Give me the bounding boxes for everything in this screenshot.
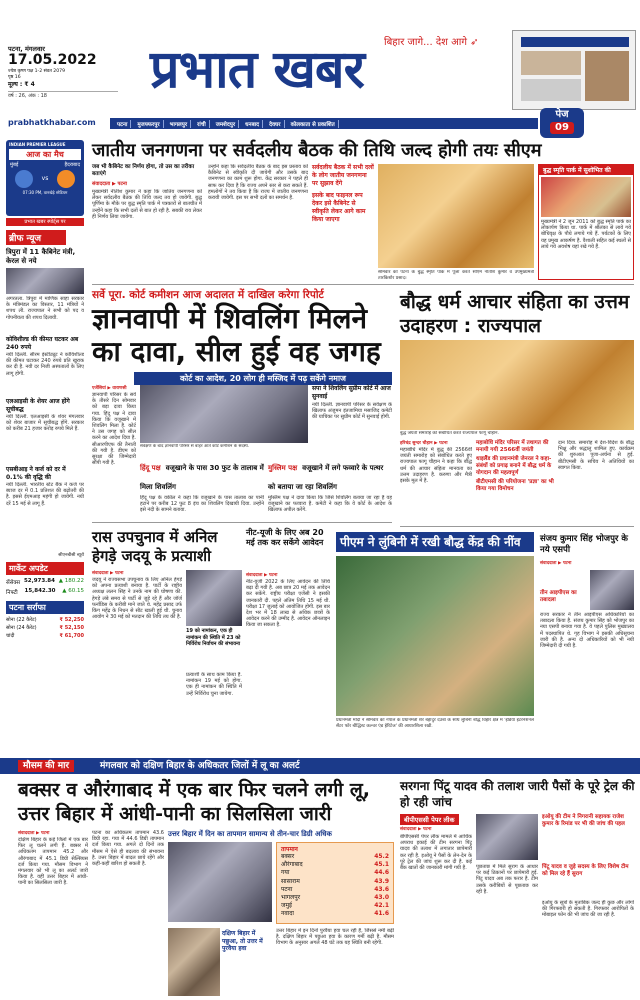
nav-item[interactable]: धनबाद <box>242 120 263 128</box>
weather-subhead: उत्तर बिहार में दिन का तापमान सामान्य से तीन-चार डिग्री अधिक <box>168 830 332 838</box>
breaking-title: ब्रीफ न्यूज <box>6 230 66 245</box>
muslim-text: वजूखाने में लगे फव्वारे के पत्थर को बताया जा रहा शिवलिंग <box>268 464 384 491</box>
highlight1: सर्वदलीय बैठक में सभी दलों के लोग जातीय जनगणना पर सुझाव देंगे <box>312 164 374 187</box>
story4-text: नयी दिल्ली. भारतीय स्टेट बैंक ने कर्ज पर ब्याज दर में 0.1 प्रतिशत की बढ़ोतरी की है. इससे ईएमआइ महंगी हो जायेगी. नयी दरें 15 मई से लागू हैं. <box>6 482 84 507</box>
pm-caption: प्रधानमंत्री मोदी ने सोमवार को नेपाल के प्रधानमंत्री शेर बहादुर देउबा के साथ लुंबिनी बौद्ध विहार क्षेत्र में 'इंडिया इंटरनेशनल सेंटर फॉर बौद्धिस्ट कल्चर एंड हेरिटेज' की आधारशिला रखी. <box>336 718 534 730</box>
gyanvapi-side <box>312 385 392 454</box>
budh-box-text: मुख्यमंत्री ने 2 जून 2011 को बुद्ध स्मृति पार्क का लोकार्पण किया था. पार्क में श्रीलंका से लाये गये बोधिवृक्ष के पौधे लगाये गये हैं. पर्यटकों के लिए यह प्रमुख आकर्षण है. वैशाली सहित कई स्थलों से लाये गये अवशेष यहां रखे गये हैं. <box>541 219 631 250</box>
gyanvapi-text-col1: ज्ञानवापी परिसर के सर्वे के तीसरे दिन सोमवार को बड़ा दावा किया गया. हिंदू पक्ष ने दावा किया कि वजूखाने में शिवलिंग मिला है. कोर्ट ने उस जगह को सील करने का आदेश दिया है. सीआरपीएफ की तैनाती की गयी है. डीएम को सुरक्षा की जिम्मेदारी सौंपी गयी है. <box>92 392 136 467</box>
weather-text-col2: पटना का अधिकतम तापमान 43.6 डिग्री रहा. गया में 44.6 डिग्री तापमान दर्ज किया गया. अगले दो दिनों तक मौसम में ऐसे ही बदलाव की संभावना है. उत्तर बिहार में बादल छाये रहेंगे और कहीं-कहीं बारिश हो सकती है. <box>92 830 164 868</box>
divider-3 <box>400 526 634 527</box>
neet-byline: संवाददाता ▶ पटना <box>246 573 278 578</box>
budh-bullet1: महाबोधि मंदिर परिसर में तथागत की मनायी गयी 2566वीं जयंती <box>476 440 549 453</box>
temp-row <box>281 869 389 877</box>
nifty-row <box>6 588 84 596</box>
gold1-label: सोना (22 कैरेट) <box>6 617 37 623</box>
gyanvapi-side-text: नयी दिल्ली. ज्ञानवापी परिसर के सर्वेक्षण के खिलाफ अंजुमन इंतजामिया मसाजिद कमेटी की याचिका पर सुप्रीम कोर्ट में सुनवाई होगी. <box>312 402 392 421</box>
match-time: 07:30 PM, वानखेड़े स्टेडियम <box>22 190 68 195</box>
gold1-val: ₹ 52,250 <box>59 617 84 623</box>
silver-label: चांदी <box>6 633 15 639</box>
gyanvapi-banner: कोर्ट का आदेश, 20 लोग ही मस्जिद में पढ़ सकेंगे नमाज <box>134 372 392 385</box>
story3-head: एलआइसी के शेयर आज होंगे सूचीबद्ध <box>6 398 70 413</box>
sanjay-text: राज्य सरकार ने तीन आइपीएस अधिकारियों का तबादला किया है. संजय कुमार सिंह को भोजपुर का नया एसपी बनाया गया है. वे पहले पुलिस मुख्यालय में पदस्थापित थे. गृह विभाग ने इसकी अधिसूचना जारी की है. अन्य दो अधिकारियों को भी नयी जिम्मेदारी दी गयी है. <box>540 612 634 650</box>
tagline-text: बिहार जागे... देश आगे <box>384 37 467 48</box>
muslim-tag: मुस्लिम पक्ष <box>268 464 298 472</box>
ras-headline: रास उपचुनाव में अनिल हेगड़े जदयू के प्रत्याशी <box>92 528 218 565</box>
silver-val: ₹ 61,700 <box>59 633 84 639</box>
weather-headline: बक्सर व औरंगाबाद में एक बार फिर चलने लगी लू, उत्तर बिहार में आंधी-पानी का सिलसिला जारी <box>18 779 370 825</box>
lead-headline: जातीय जनगणना पर सर्वदलीय बैठक की तिथि जल्द होगी तयः सीएम <box>92 140 542 161</box>
bird-icon: ➶ <box>470 37 479 48</box>
nifty-val: 15,842.30 <box>24 588 56 594</box>
edition: वर्ष : 26, अंक : 18 <box>8 91 118 99</box>
highlight2: इसके बाद फाइनल रूप देकर इसे कैबिनेट से स्वीकृति लेकर आगे काम किया जाएगा <box>312 192 366 223</box>
nav-item[interactable]: जमशेदपुर <box>213 120 239 128</box>
lead-bullet1: जब भी कैबिनेट का निर्णय होगा, तो उस का तरीका बताएंगे <box>92 164 195 177</box>
temp-value: 43.6 <box>374 885 389 893</box>
weather-kicker-row <box>0 758 640 774</box>
bullion-title: पटना सर्राफा <box>6 601 84 614</box>
temp-row <box>281 878 389 886</box>
market-title: मार्केट अपडेट <box>6 562 84 575</box>
temp-city: पटना <box>281 885 293 893</box>
temp-row <box>281 894 389 902</box>
page-badge-num: 09 <box>550 122 574 134</box>
pm-photo <box>336 556 534 716</box>
sargana-byline: संवाददाता ▶ पटना <box>400 827 432 832</box>
budh-byline: हरिचंद्र सुन्दर चौहान ▶ पटना <box>400 441 448 446</box>
weather-photo <box>168 842 272 922</box>
weather-kicker2: मंगलवार को दक्षिण बिहार के अधिकतर जिलों में लू का अलर्ट <box>100 761 300 771</box>
sargana-text-col2: पूछताछ में मिले सुराग के आधार पर कई ठिकानों पर छापेमारी हुई. पिंटू यादव अब तक फरार है. टीम उसके करीबियों से पूछताछ कर रही है. <box>476 864 538 895</box>
pages: पृष्ठ 16 <box>8 75 21 80</box>
nav-item[interactable]: रांची <box>194 120 210 128</box>
south-caption: दक्षिण बिहार में पछुआ, तो उत्तर में पुरवैया हवा <box>222 930 263 952</box>
story1-text: अगरतला. त्रिपुरा में माणिक साहा सरकार के मंत्रिमंडल का विस्तार, 11 मंत्रियों ने शपथ ली. राज्यपाल ने सभी को पद व गोपनीयता की शपथ दिलायी. <box>6 296 84 321</box>
story4-source: सीएनबीसी ब्यूरो <box>58 553 84 558</box>
nav-item[interactable]: मुजफ्फरपुर <box>134 120 163 128</box>
match-title: आज का मैच <box>9 149 81 160</box>
temp-table <box>276 842 394 924</box>
gold2-row <box>6 625 84 631</box>
masthead-meta <box>8 44 118 99</box>
masthead-title: प्रभात खबर <box>150 39 364 100</box>
sensex-val: 52,973.84 <box>23 578 55 584</box>
temp-value: 45.1 <box>374 861 389 869</box>
team1: मुंबई <box>10 162 19 168</box>
hindu-text: वजूखाने के पास 30 फुट के तालाब में मिला शिवलिंग <box>140 464 264 491</box>
sensex-chg: ▲ 180.22 <box>58 578 84 584</box>
lead-byline: संवाददाता ▶ पटना <box>92 181 127 187</box>
sargana-bullet2: पिंटू यादव व जुड़े सदस्य के लिए विशेष टीम को मिल रहे हैं सुराग <box>542 864 629 877</box>
gyanvapi-photo-caption: सर्वेक्षण के बाद ज्ञानवापी परिसर से बाहर आते कोर्ट कमीशन के सदस्य. <box>140 444 250 449</box>
temp-value: 43.9 <box>374 877 389 885</box>
muslim-body: मुस्लिम पक्ष ने दावा किया कि जिसे शिवलिंग बताया जा रहा है वह वजूखाने का फव्वारा है. कमेटी ने कहा कि वे कोर्ट के आदेश के खिलाफ अपील करेंगे. <box>268 495 392 514</box>
gyanvapi-photo <box>140 385 308 443</box>
nifty-label: निफ्टी <box>6 590 18 596</box>
sargana-text-col1: बीपीएससी पेपर लीक मामले में आर्थिक अपराध इकाई की टीम सरगना पिंटू यादव की तलाश में लगातार छापेमारी कर रही है. इओयू ने पैसों के लेन-देन के पूरे ट्रेल की जांच शुरू कर दी है. कई बैंक खातों की जानकारी मांगी गयी है. <box>400 834 472 872</box>
sanjay-photo <box>590 570 634 610</box>
weather-text-col3: उत्तर बिहार में इन दिनों पुरवैया हवा चल रही है, जिससे नमी बढ़ी है. दक्षिण बिहार में पछुआ हवा के कारण गर्मी बढ़ी है. मौसम विभाग के अनुसार अगले 48 घंटे तक यह स्थिति बनी रहेगी. <box>276 928 394 947</box>
divider-2 <box>92 522 392 523</box>
budh-bullets <box>476 440 554 493</box>
page-badge-label: पेज <box>555 109 569 120</box>
neet-headline: नीट-यूजी के लिए अब 20 मई तक कर सकेंगे आवेदन <box>246 528 324 547</box>
date: 17.05.2022 <box>8 52 97 68</box>
gold2-val: ₹ 52,150 <box>59 625 84 631</box>
ras-text: जदयू ने राज्यसभा उपचुनाव के लिए अनिल हेगड़े को अपना प्रत्याशी बनाया है. पार्टी के राष्ट्रीय अध्यक्ष ललन सिंह ने उनके नाम की घोषणा की. हेगड़े लंबे समय से पार्टी से जुड़े रहे हैं और जॉर्ज फर्नांडिस के करीबी माने जाते थे. महेंद्र प्रसाद उर्फ किंग महेंद्र के निधन से सीट खाली हुई थी. चुनाव आयोग ने 30 मई को मतदान की तिथि तय की है. <box>92 577 182 621</box>
ras-text2: प्रत्याशी के साथ काम किया है. नामांकन 19 मई को होगा. एक ही नामांकन की स्थिति में उन्हें निर्विरोध चुना जायेगा. <box>186 672 242 697</box>
temp-city: बक्सर <box>281 853 295 860</box>
divider-1 <box>92 284 634 285</box>
temp-city: जमुई <box>281 902 292 910</box>
gyanvapi-side-head: सपा ने शिवलिंग सुप्रीम कोर्ट में आज सुनवाई <box>312 385 391 400</box>
vs-icon: vs <box>41 175 49 182</box>
temp-row <box>281 853 389 861</box>
sanjay-headline: संजय कुमार सिंह भोजपुर के नये एसपी <box>540 534 628 555</box>
lead-text-col1: मुख्यमंत्री नीतीश कुमार ने कहा कि जातिय जनगणना को लेकर सर्वदलीय बैठक की तिथि जल्द तय हो जायेगी. बुद्ध पूर्णिमा के मौके पर बुद्ध स्मृति पार्क में पत्रकारों से बातचीत में उन्होंने कहा कि सभी दलों से बात हो रही है. सबकी राय लेकर ही निर्णय लिया जायेगा. <box>92 189 202 220</box>
nifty-chg: ▲ 60.15 <box>62 588 84 594</box>
budh-box-title: बुद्ध स्मृति पार्क में सुशोभित की <box>539 165 633 175</box>
gyanvapi-byline: एजेंसियां ▶ वाराणसी <box>92 386 127 391</box>
temp-city: गया <box>281 869 290 877</box>
lead-bullet <box>92 164 202 269</box>
temp-row <box>281 910 389 918</box>
weather-kicker: मौसम की मार <box>18 760 74 772</box>
sargana-headline: सरगना पिंटू यादव की तलाश जारी पैसों के पूरे ट्रेल की हो रही जांच <box>400 779 635 809</box>
story3-text: नयी दिल्ली. एलआइसी के शेयर मंगलवार को शेयर बाजार में सूचीबद्ध होंगे. सरकार को करीब 21 हजार करोड़ रुपये मिले हैं. <box>6 414 84 433</box>
temp-value: 41.6 <box>374 910 389 918</box>
ras-caption: 19 को नामांकन, एक ही नामांकन की स्थिति में 23 को निर्विरोध निर्वाचन की संभावना <box>186 628 241 647</box>
nav-item[interactable]: पटना <box>114 120 131 128</box>
temp-city: सासाराम <box>281 877 300 885</box>
weather-byline: संवाददाता ▶ पटना <box>18 831 50 836</box>
sanjay-bullet: तीन आइपीएस का तबादला <box>540 590 577 603</box>
team2: हैदराबाद <box>64 162 80 168</box>
weather-photo2 <box>168 928 220 996</box>
temp-value: 42.1 <box>374 902 389 910</box>
nav-item[interactable]: भागलपुर <box>167 120 192 128</box>
temp-rows <box>281 853 389 919</box>
lead-highlight-box <box>312 164 374 272</box>
price: मूल्य : ₹ 4 <box>8 81 35 88</box>
budh-headline: बौद्ध धर्म आचार संहिता का उत्तम उदाहरण : राज्यपाल <box>400 291 630 337</box>
budh-bullet3: बीटीएमसी की परियोजना 'प्रज्ञा' का भी किया गया विमोचन <box>476 479 554 492</box>
sargana-photo <box>476 814 538 860</box>
weather-text-col1: दक्षिण बिहार के कई जिलों में एक बार फिर लू चलने लगी है. बक्सर में अधिकतम तापमान 45.2 और औरंगाबाद में 45.1 डिग्री सेल्सियस दर्ज किया गया. मौसम विभाग ने मंगलवार को भी लू का अलर्ट जारी किया है. वहीं उत्तर बिहार में आंधी-पानी का सिलसिला जारी है. <box>18 837 88 887</box>
silver-row <box>6 633 84 639</box>
temp-row <box>281 886 389 894</box>
live-label: प्रभात खबर स्पोर्ट्स पर <box>6 218 84 226</box>
front-page-thumbnail <box>512 30 636 110</box>
sanjay-byline: संवाददाता ▶ पटना <box>540 561 572 566</box>
sargana-text-col3: इओयू के सूत्रों के मुताबिक जल्द ही कुछ और लोगों की गिरफ्तारी हो सकती है. गिरफ्तार आरोपितों के मोबाइल फोन की भी जांच की जा रही है. <box>542 900 634 919</box>
budh-bullet2: थाइलैंड की प्रधानमंत्री जेनरल ने कहा- संबंधों को प्रगाढ़ बनाने में बौद्ध धर्म के योगदान की महत्वपूर्ण <box>476 456 552 476</box>
hindi-date: ज्येष्ठ कृष्ण पक्ष 1-2 संवत 2079 <box>8 69 66 74</box>
temp-value: 45.2 <box>374 853 389 860</box>
hindu-tag: हिंदू पक्ष <box>140 464 161 472</box>
city-day: पटना, मंगलवार <box>8 45 45 53</box>
ipl-label: INDIAN PREMIER LEAGUE <box>9 142 66 147</box>
temp-title: तापमान <box>281 846 298 853</box>
sargana-tag: बीपीएससी पेपर लीक <box>400 814 459 825</box>
budh-photo-caption: बुद्ध जयंती समारोह को संबोधित करते राज्यपाल फागू चौहान. <box>400 431 499 436</box>
pm-headline: पीएम ने लुंबिनी में रखी बौद्ध केंद्र की नींव <box>336 532 534 552</box>
lead-photo-caption: सोमवार को पटना के बुद्ध स्मृति पार्क में पूजा करते सीएम नीतीश कुमार व उपमुख्यमंत्री तारकिशोर प्रसाद। <box>378 270 534 282</box>
gyanvapi-kicker: सर्वे पूरा. कोर्ट कमीशन आज अदालत में दाखिल करेगा रिपोर्ट <box>92 289 324 301</box>
gyanvapi-headline: ज्ञानवापी में शिवलिंग मिलने का दावा, सील हुई वह जगह <box>92 302 381 368</box>
story4-head: एसबीआइ ने कर्ज को दर में 0.1% की वृद्धि की <box>6 466 66 481</box>
story1-photo <box>6 268 84 294</box>
story1-head: त्रिपुरा में 11 कैबिनेट मंत्री, केरल से नये <box>6 248 76 265</box>
nav-item[interactable]: देवघर <box>266 120 284 128</box>
ipl-box <box>6 140 84 216</box>
budh-photo <box>400 340 634 430</box>
ras-photo <box>186 570 242 626</box>
temp-city: नवादा <box>281 910 294 918</box>
story2-text: नयी दिल्ली. सीरम इंस्टीट्यूट ने कोविशील्ड की कीमत घटाकर 240 रुपये प्रति खुराक कर दी है. नयी दर निजी अस्पतालों के लिए लागू होगी. <box>6 352 84 377</box>
temp-row <box>281 861 389 869</box>
story2-head: कोविशील्ड की कीमत घटकर अब 240 रुपये <box>6 336 79 351</box>
masthead <box>0 0 640 133</box>
budh-text-col1: महाबोधि मंदिर में बुद्ध की 2566वीं जयंती समारोह को संबोधित करते हुए राज्यपाल फागू चौहान ने कहा कि बौद्ध धर्म की आचार संहिता मानवता का उत्तम उदाहरण है. करुणा और मैत्री इसके मूल में है. <box>400 447 472 485</box>
nav-item[interactable]: कोलकाता से प्रकाशित <box>288 120 339 128</box>
sidebar <box>6 140 84 776</box>
temp-value: 43.0 <box>374 894 389 902</box>
page-badge <box>540 108 584 138</box>
tagline <box>384 34 479 48</box>
nav-bar <box>110 118 538 129</box>
neet-text: नीट-यूजी 2022 के लिए आवेदन की तिथि बढ़ा दी गयी है. अब छात्र 20 मई तक आवेदन कर सकेंगे. राष्ट्रीय परीक्षा एजेंसी ने इसकी जानकारी दी. पहले अंतिम तिथि 15 मई थी. परीक्षा 17 जुलाई को आयोजित होगी. इस बार देश भर में 18 लाख से अधिक छात्रों के आवेदन करने की उम्मीद है. आवेदन ऑनलाइन किया जा सकता है. <box>246 579 330 629</box>
budh-text-col2: दान दिया. समारोह में देश-विदेश के बौद्ध भिक्षु और श्रद्धालु शामिल हुए. कार्यक्रम की शुरुआत पूजा-अर्चना से हुई. बीटीएमसी के सचिव ने अतिथियों का स्वागत किया. <box>558 440 634 471</box>
lead-photo <box>378 164 534 268</box>
website[interactable]: prabhatkhabar.com <box>8 118 96 127</box>
gold2-label: सोना (24 कैरेट) <box>6 625 37 631</box>
ras-byline: संवाददाता ▶ पटना <box>92 571 124 576</box>
temp-row <box>281 902 389 910</box>
temp-value: 44.6 <box>374 869 389 877</box>
budh-box <box>538 164 634 280</box>
team1-logo <box>15 170 33 188</box>
sensex-label: सेंसेक्स <box>6 580 21 586</box>
temp-city: औरंगाबाद <box>281 861 303 869</box>
team2-logo <box>57 170 75 188</box>
temp-city: भागलपुर <box>281 894 301 902</box>
sargana-bullet1: इओयू की टीम ने निगरानी सहायक राजेश कुमार के रिमांड पर भी की जांच की पहल <box>542 814 625 827</box>
sensex-row <box>6 578 84 586</box>
gold1-row <box>6 617 84 623</box>
hindu-body: हिंदू पक्ष के वकील ने कहा कि वजूखाने के पास तालाब का पानी हटाने पर करीब 12 फुट 8 इंच का शिवलिंग दिखायी दिया. उन्होंने इसे नंदी के सामने बताया. <box>140 495 264 514</box>
lead-text-col2: उन्होंने कहा कि सर्वदलीय बैठक के बाद इस प्रस्ताव को कैबिनेट से स्वीकृति दी जायेगी और उसके बाद जनगणना का काम शुरू होगा. केंद्र सरकार ने पहले ही साफ कर दिया है कि राज्य अपने स्तर से करा सकते हैं. हमलोगों ने तय किया है कि राज्य में जातीय जनगणना करायी जायेगी. इस पर सभी दलों का समर्थन है. <box>208 164 308 202</box>
budh-box-photo <box>541 177 631 217</box>
